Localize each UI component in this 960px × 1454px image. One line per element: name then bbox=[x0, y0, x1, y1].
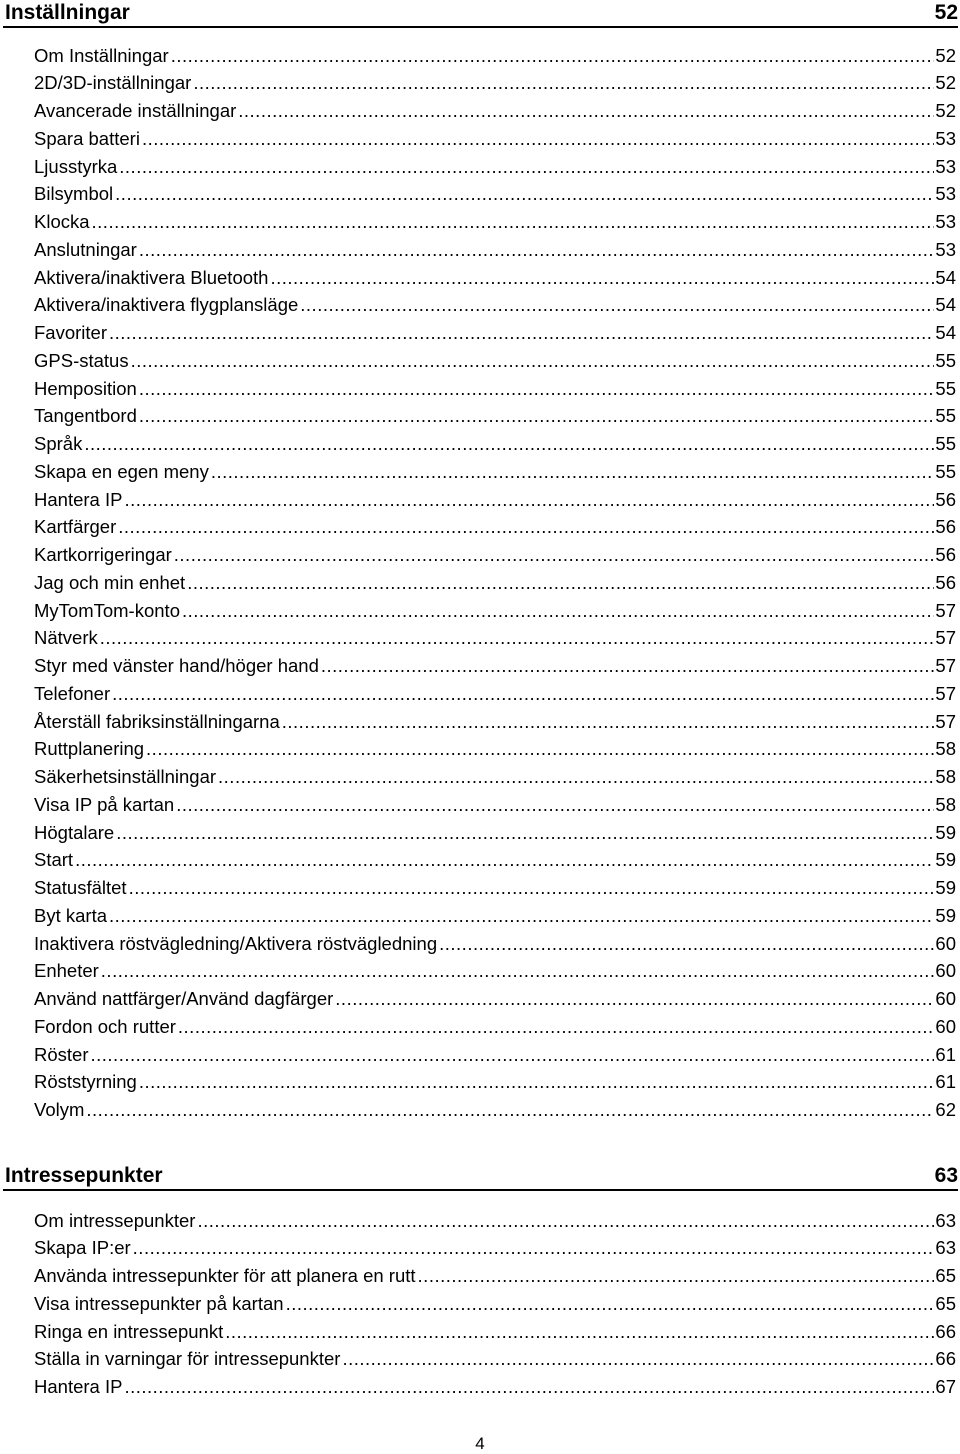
toc-entry-page: 53 bbox=[935, 238, 956, 260]
toc-entry[interactable] bbox=[34, 652, 956, 680]
toc-leader-dots bbox=[139, 375, 935, 403]
toc-leader-dots bbox=[115, 180, 934, 208]
toc-leader-dots bbox=[116, 819, 934, 847]
toc-entry-page: 57 bbox=[935, 627, 956, 649]
toc-entry-page: 53 bbox=[935, 127, 956, 149]
toc-entry[interactable] bbox=[34, 208, 956, 236]
toc-entry-page: 63 bbox=[935, 1237, 956, 1259]
toc-entry-label: Jag och min enhet bbox=[34, 571, 186, 593]
toc-entry[interactable] bbox=[34, 97, 956, 125]
toc-leader-dots bbox=[139, 402, 935, 430]
toc-entry[interactable] bbox=[34, 486, 956, 514]
toc-leader-dots bbox=[439, 930, 934, 958]
toc-entry-label: Röster bbox=[34, 1043, 89, 1065]
toc-entry-label: Telefoner bbox=[34, 682, 111, 704]
toc-leader-dots bbox=[270, 264, 934, 292]
toc-entry[interactable] bbox=[34, 430, 956, 458]
toc-entry[interactable] bbox=[34, 930, 956, 958]
toc-leader-dots bbox=[129, 874, 935, 902]
toc-entry-page: 59 bbox=[935, 904, 956, 926]
toc-entry[interactable] bbox=[34, 291, 956, 319]
toc-entry[interactable] bbox=[34, 153, 956, 181]
toc-entry[interactable] bbox=[34, 1262, 956, 1290]
toc-entry-page: 60 bbox=[935, 960, 956, 982]
toc-entry-page: 65 bbox=[935, 1265, 956, 1286]
toc-leader-dots bbox=[118, 513, 934, 541]
toc-entry-page: 55 bbox=[935, 433, 956, 454]
toc-entry-page: 55 bbox=[935, 349, 956, 371]
toc-entry[interactable] bbox=[34, 902, 956, 930]
toc-leader-dots bbox=[119, 153, 934, 181]
toc-entry-page: 53 bbox=[935, 211, 956, 232]
toc-leader-dots bbox=[142, 125, 934, 153]
toc-entry-label: Ringa en intressepunkt bbox=[34, 1320, 224, 1342]
toc-entry-label: Om intressepunkter bbox=[34, 1209, 196, 1231]
toc-leader-dots bbox=[282, 708, 935, 736]
toc-entry-page: 58 bbox=[935, 738, 956, 760]
toc-entry-label: Spara batteri bbox=[34, 127, 140, 149]
toc-entry-label: Enheter bbox=[34, 960, 99, 982]
toc-entry-page: 57 bbox=[935, 682, 956, 704]
section-title[interactable]: Inställningar bbox=[5, 1, 130, 24]
toc-entry-label: Styr med vänster hand/höger hand bbox=[34, 655, 319, 676]
toc-entry[interactable] bbox=[34, 347, 956, 375]
toc-entry-label: Ljusstyrka bbox=[34, 155, 118, 177]
toc-leader-dots bbox=[176, 791, 934, 819]
toc-entry-page: 55 bbox=[935, 405, 956, 427]
toc-leader-dots bbox=[92, 208, 935, 236]
toc-entry-page: 67 bbox=[935, 1376, 956, 1397]
toc-entry-label: Start bbox=[34, 849, 74, 871]
toc-leader-dots bbox=[124, 486, 934, 514]
toc-leader-dots bbox=[131, 347, 935, 375]
toc-entry[interactable] bbox=[34, 846, 956, 874]
toc-entry[interactable] bbox=[34, 541, 956, 569]
toc-leader-dots bbox=[86, 1096, 934, 1124]
toc-entry-page: 62 bbox=[935, 1099, 956, 1120]
toc-section-intressepunkter bbox=[0, 1163, 960, 1397]
toc-entry[interactable] bbox=[34, 458, 956, 486]
toc-entry-page: 61 bbox=[935, 1043, 956, 1065]
toc-entry-label: Fordon och rutter bbox=[34, 1015, 176, 1037]
toc-leader-dots bbox=[174, 541, 935, 569]
toc-leader-dots bbox=[91, 1041, 935, 1069]
toc-leader-dots bbox=[211, 458, 935, 486]
toc-entry-label: Skapa IP:er bbox=[34, 1237, 131, 1259]
toc-leader-dots bbox=[171, 42, 935, 70]
toc-entry-label: Skapa en egen meny bbox=[34, 460, 209, 482]
toc-leader-dots bbox=[182, 597, 934, 625]
toc-entry[interactable] bbox=[34, 708, 956, 736]
toc-entry-page: 54 bbox=[935, 322, 956, 343]
toc-entry-label: Språk bbox=[34, 433, 83, 454]
toc-entry-page: 57 bbox=[935, 655, 956, 676]
toc-entry[interactable] bbox=[34, 42, 956, 70]
toc-entry[interactable] bbox=[34, 513, 956, 541]
toc-entry[interactable] bbox=[34, 1041, 956, 1069]
toc-entry-label: Återställ fabriksinställningarna bbox=[34, 710, 280, 732]
toc-entry[interactable] bbox=[34, 1290, 956, 1318]
toc-entry-page: 56 bbox=[935, 571, 956, 593]
toc-entry-label: Kartkorrigeringar bbox=[34, 544, 172, 565]
toc-entry[interactable] bbox=[34, 236, 956, 264]
toc-leader-dots bbox=[335, 985, 934, 1013]
toc-entry-page: 60 bbox=[935, 988, 956, 1009]
toc-entry-page: 53 bbox=[935, 155, 956, 177]
toc-entry-page: 52 bbox=[935, 44, 956, 66]
toc-entry[interactable] bbox=[34, 1013, 956, 1041]
toc-leader-dots bbox=[112, 680, 934, 708]
toc-entry-label: Statusfältet bbox=[34, 877, 127, 898]
toc-entry-page: 59 bbox=[935, 849, 956, 871]
toc-entry[interactable] bbox=[34, 569, 956, 597]
toc-entry-label: MyTomTom-konto bbox=[34, 599, 180, 621]
toc-leader-dots bbox=[146, 735, 934, 763]
toc-entry-page: 66 bbox=[935, 1348, 956, 1370]
toc-entry-label: Hantera IP bbox=[34, 488, 123, 510]
toc-entry[interactable] bbox=[34, 791, 956, 819]
toc-leader-dots bbox=[342, 1345, 934, 1373]
toc-entry-label: Kartfärger bbox=[34, 516, 117, 538]
toc-entry-label: Byt karta bbox=[34, 904, 107, 926]
toc-leader-dots bbox=[187, 569, 934, 597]
section-header bbox=[3, 0, 958, 28]
toc-entry-page: 58 bbox=[935, 793, 956, 815]
toc-entry-page: 56 bbox=[935, 488, 956, 510]
toc-entry-label: GPS-status bbox=[34, 349, 129, 371]
toc-entry-label: Volym bbox=[34, 1099, 85, 1120]
toc-entry[interactable] bbox=[34, 264, 956, 292]
toc-entry-label: Ruttplanering bbox=[34, 738, 145, 760]
toc-entry-page: 57 bbox=[935, 710, 956, 732]
toc-leader-dots bbox=[225, 1318, 934, 1346]
toc-entry-page: 56 bbox=[935, 544, 956, 565]
toc-entry[interactable] bbox=[34, 1373, 956, 1401]
toc-entry-label: Aktivera/inaktivera Bluetooth bbox=[34, 266, 269, 288]
toc-entry-label: Högtalare bbox=[34, 821, 115, 843]
toc-entry-label: Nätverk bbox=[34, 627, 98, 649]
toc-leader-dots bbox=[109, 319, 934, 347]
toc-leader-dots bbox=[300, 291, 934, 319]
toc-entry-page: 54 bbox=[935, 294, 956, 316]
toc-entry-label: Ställa in varningar för intressepunkter bbox=[34, 1348, 341, 1370]
toc-entry[interactable] bbox=[34, 874, 956, 902]
toc-entry-page: 63 bbox=[935, 1209, 956, 1231]
toc-leader-dots bbox=[418, 1262, 935, 1290]
toc-leader-dots bbox=[133, 1234, 935, 1262]
toc-entry-page: 55 bbox=[935, 460, 956, 482]
section-title[interactable]: Intressepunkter bbox=[5, 1164, 163, 1187]
toc-entry[interactable] bbox=[34, 763, 956, 791]
toc-entry-page: 52 bbox=[935, 72, 956, 94]
toc-entry[interactable] bbox=[34, 1318, 956, 1346]
section-page-number[interactable]: 63 bbox=[934, 1164, 958, 1187]
footer-page-number: 4 bbox=[475, 1434, 485, 1453]
toc-entry-page: 66 bbox=[935, 1320, 956, 1342]
toc-leader-dots bbox=[139, 1068, 935, 1096]
toc-entry-page: 61 bbox=[935, 1071, 956, 1093]
toc-leader-dots bbox=[178, 1013, 935, 1041]
toc-entry-label: Anslutningar bbox=[34, 238, 137, 260]
toc-leader-dots bbox=[101, 957, 935, 985]
toc-entry-label: Inaktivera röstvägledning/Aktivera röstvägledning bbox=[34, 932, 438, 954]
toc-leader-dots bbox=[84, 430, 934, 458]
toc-entry[interactable] bbox=[34, 125, 956, 153]
toc-entry[interactable] bbox=[34, 1068, 956, 1096]
toc-leader-dots bbox=[321, 652, 935, 680]
toc-entry-label: Säkerhetsinställningar bbox=[34, 766, 217, 787]
toc-entry-label: Visa intressepunkter på kartan bbox=[34, 1292, 284, 1314]
toc-entry[interactable] bbox=[34, 402, 956, 430]
toc-leader-dots bbox=[218, 763, 934, 791]
toc-entry-label: Bilsymbol bbox=[34, 183, 114, 205]
toc-entry[interactable] bbox=[34, 957, 956, 985]
toc-entry-label: Använda intressepunkter för att planera en rutt bbox=[34, 1265, 416, 1286]
toc-entry-label: Hantera IP bbox=[34, 1376, 123, 1397]
toc-entry-label: Använd nattfärger/Använd dagfärger bbox=[34, 988, 334, 1009]
toc-entry-page: 58 bbox=[935, 766, 956, 787]
toc-entry-page: 56 bbox=[935, 516, 956, 538]
toc-entry-page: 53 bbox=[935, 183, 956, 205]
toc-entry-page: 57 bbox=[935, 599, 956, 621]
toc-entry-label: Aktivera/inaktivera flygplansläge bbox=[34, 294, 299, 316]
toc-entry-label: Röststyrning bbox=[34, 1071, 137, 1093]
toc-leader-dots bbox=[197, 1207, 934, 1235]
toc-entry[interactable] bbox=[34, 680, 956, 708]
section-page-number[interactable]: 52 bbox=[934, 1, 958, 24]
toc-entry-label: Hemposition bbox=[34, 377, 137, 399]
toc-entry-page: 60 bbox=[935, 932, 956, 954]
toc-leader-dots bbox=[238, 97, 934, 125]
toc-entry[interactable] bbox=[34, 180, 956, 208]
toc-entry-page: 60 bbox=[935, 1015, 956, 1037]
toc-entry[interactable] bbox=[34, 1234, 956, 1262]
toc-entry-page: 55 bbox=[935, 377, 956, 399]
toc-entry[interactable] bbox=[34, 1345, 956, 1373]
toc-leader-dots bbox=[139, 236, 935, 264]
toc-entry[interactable] bbox=[34, 735, 956, 763]
toc-entry[interactable] bbox=[34, 819, 956, 847]
toc-entry[interactable] bbox=[34, 624, 956, 652]
toc-entry-label: Visa IP på kartan bbox=[34, 793, 175, 815]
toc-entry-page: 52 bbox=[935, 100, 956, 121]
toc-entry-label: Om Inställningar bbox=[34, 44, 169, 66]
toc-entry[interactable] bbox=[34, 375, 956, 403]
toc-leader-dots bbox=[286, 1290, 935, 1318]
toc-entry-page: 54 bbox=[935, 266, 956, 288]
toc-entry-label: Tangentbord bbox=[34, 405, 137, 427]
toc-entry-label: Favoriter bbox=[34, 322, 107, 343]
toc-leader-dots bbox=[75, 846, 934, 874]
toc-entry-label: 2D/3D-inställningar bbox=[34, 72, 192, 94]
toc-entry[interactable] bbox=[34, 69, 956, 97]
toc-leader-dots bbox=[100, 624, 935, 652]
toc-entry-page: 65 bbox=[935, 1292, 956, 1314]
toc-entry[interactable] bbox=[34, 1207, 956, 1235]
toc-leader-dots bbox=[124, 1373, 934, 1401]
toc-entry[interactable] bbox=[34, 1096, 956, 1124]
toc-entry[interactable] bbox=[34, 319, 956, 347]
toc-entry-page: 59 bbox=[935, 877, 956, 898]
toc-leader-dots bbox=[193, 69, 934, 97]
toc-entry-label: Avancerade inställningar bbox=[34, 100, 237, 121]
section-header bbox=[3, 1163, 958, 1191]
toc-entry-label: Klocka bbox=[34, 211, 90, 232]
toc-entry[interactable] bbox=[34, 985, 956, 1013]
toc-leader-dots bbox=[109, 902, 934, 930]
toc-entry[interactable] bbox=[34, 597, 956, 625]
toc-entry-page: 59 bbox=[935, 821, 956, 843]
